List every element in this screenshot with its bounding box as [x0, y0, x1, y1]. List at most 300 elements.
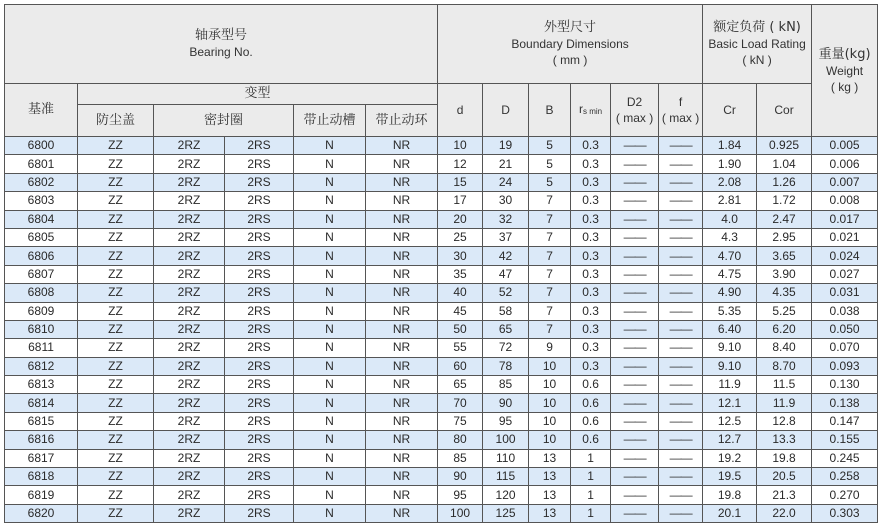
cell-f: —— — [659, 376, 703, 394]
cell-n: N — [294, 394, 366, 412]
snap-groove-header: 带止动槽 — [294, 105, 366, 137]
cell-Cr: 4.0 — [703, 210, 757, 228]
cell-Cr: 9.10 — [703, 357, 757, 375]
rs-sub-label: s min — [583, 106, 603, 116]
cell-zz: ZZ — [78, 173, 154, 191]
cell-rs: 0.3 — [571, 357, 611, 375]
cell-n: N — [294, 284, 366, 302]
cell-n: N — [294, 155, 366, 173]
rs-min-header — [571, 84, 611, 137]
cell-nr: NR — [366, 284, 438, 302]
cell-rs2: 2RS — [225, 302, 294, 320]
cell-f: —— — [659, 504, 703, 522]
bearing-no-header — [5, 5, 438, 84]
table-row — [5, 228, 878, 246]
cell-n: N — [294, 504, 366, 522]
cell-n: N — [294, 265, 366, 283]
cell-D: 78 — [483, 357, 529, 375]
cell-D: 32 — [483, 210, 529, 228]
cell-Cor: 13.3 — [757, 431, 812, 449]
cell-d: 90 — [438, 468, 483, 486]
cell-Cr: 1.90 — [703, 155, 757, 173]
cell-d: 40 — [438, 284, 483, 302]
cell-rs: 0.6 — [571, 376, 611, 394]
cell-B: 10 — [529, 394, 571, 412]
cell-D2: —— — [611, 247, 659, 265]
cell-weight: 0.130 — [812, 376, 878, 394]
snap-ring-header: 带止动环 — [366, 105, 438, 137]
outer-d-header: D — [483, 84, 529, 137]
cell-rz: 2RZ — [154, 339, 225, 357]
cell-n: N — [294, 339, 366, 357]
load-rating-header — [703, 5, 812, 84]
d2-label: D2 — [626, 95, 643, 109]
cell-d: 15 — [438, 173, 483, 191]
cell-Cor: 2.47 — [757, 210, 812, 228]
cell-nr: NR — [366, 412, 438, 430]
cell-D2: —— — [611, 504, 659, 522]
cell-f: —— — [659, 339, 703, 357]
cell-D: 42 — [483, 247, 529, 265]
cell-Cr: 4.75 — [703, 265, 757, 283]
cell-Cr: 12.7 — [703, 431, 757, 449]
cell-Cor: 8.40 — [757, 339, 812, 357]
cell-B: 13 — [529, 449, 571, 467]
cell-d: 80 — [438, 431, 483, 449]
shield-header: 防尘盖 — [78, 105, 154, 137]
cell-Cr: 1.84 — [703, 137, 757, 155]
cor-header: Cor — [757, 84, 812, 137]
cell-rs: 0.3 — [571, 137, 611, 155]
cell-f: —— — [659, 302, 703, 320]
cell-D: 65 — [483, 320, 529, 338]
cell-zz: ZZ — [78, 394, 154, 412]
cell-rs: 0.6 — [571, 394, 611, 412]
cell-weight: 0.155 — [812, 431, 878, 449]
b-header: B — [529, 84, 571, 137]
cell-D: 125 — [483, 504, 529, 522]
cell-Cr: 6.40 — [703, 320, 757, 338]
cell-nr: NR — [366, 265, 438, 283]
cell-weight: 0.303 — [812, 504, 878, 522]
cell-nr: NR — [366, 431, 438, 449]
cell-nr: NR — [366, 137, 438, 155]
cell-d: 20 — [438, 210, 483, 228]
cell-d: 70 — [438, 394, 483, 412]
cell-zz: ZZ — [78, 155, 154, 173]
cell-nr: NR — [366, 376, 438, 394]
cell-rs: 0.3 — [571, 210, 611, 228]
cell-Cr: 12.5 — [703, 412, 757, 430]
cell-D2: —— — [611, 468, 659, 486]
table-row — [5, 412, 878, 430]
cell-weight: 0.138 — [812, 394, 878, 412]
cell-f: —— — [659, 284, 703, 302]
cell-rz: 2RZ — [154, 155, 225, 173]
cell-basic: 6802 — [5, 173, 78, 191]
table-row — [5, 210, 878, 228]
cell-d: 45 — [438, 302, 483, 320]
cell-Cor: 1.04 — [757, 155, 812, 173]
cell-Cor: 1.26 — [757, 173, 812, 191]
cell-rz: 2RZ — [154, 284, 225, 302]
cell-Cor: 20.5 — [757, 468, 812, 486]
cell-weight: 0.147 — [812, 412, 878, 430]
cell-f: —— — [659, 412, 703, 430]
cell-Cr: 12.1 — [703, 394, 757, 412]
cell-f: —— — [659, 265, 703, 283]
cell-n: N — [294, 137, 366, 155]
cell-nr: NR — [366, 504, 438, 522]
cell-B: 13 — [529, 504, 571, 522]
cell-rs: 1 — [571, 468, 611, 486]
cell-nr: NR — [366, 155, 438, 173]
cell-B: 5 — [529, 155, 571, 173]
cell-n: N — [294, 320, 366, 338]
cell-weight: 0.006 — [812, 155, 878, 173]
cell-weight: 0.021 — [812, 228, 878, 246]
cell-rz: 2RZ — [154, 486, 225, 504]
cell-rs: 0.3 — [571, 247, 611, 265]
table-row — [5, 284, 878, 302]
cell-rs: 0.6 — [571, 431, 611, 449]
cell-weight: 0.008 — [812, 192, 878, 210]
cell-d: 12 — [438, 155, 483, 173]
cell-f: —— — [659, 320, 703, 338]
cell-f: —— — [659, 431, 703, 449]
cell-zz: ZZ — [78, 339, 154, 357]
cell-rs2: 2RS — [225, 394, 294, 412]
cell-weight: 0.050 — [812, 320, 878, 338]
cell-D: 47 — [483, 265, 529, 283]
table-row — [5, 137, 878, 155]
cell-basic: 6810 — [5, 320, 78, 338]
cell-zz: ZZ — [78, 376, 154, 394]
cell-d: 10 — [438, 137, 483, 155]
cell-d: 50 — [438, 320, 483, 338]
cell-zz: ZZ — [78, 357, 154, 375]
cell-rs2: 2RS — [225, 339, 294, 357]
cell-weight: 0.038 — [812, 302, 878, 320]
cell-B: 7 — [529, 265, 571, 283]
cell-rs: 0.3 — [571, 302, 611, 320]
table-row — [5, 192, 878, 210]
cell-basic: 6804 — [5, 210, 78, 228]
cell-D: 30 — [483, 192, 529, 210]
cell-D: 120 — [483, 486, 529, 504]
cell-B: 7 — [529, 284, 571, 302]
cell-zz: ZZ — [78, 137, 154, 155]
cell-B: 13 — [529, 486, 571, 504]
cell-d: 55 — [438, 339, 483, 357]
f-header — [659, 84, 703, 137]
cell-rs: 0.3 — [571, 192, 611, 210]
cell-nr: NR — [366, 247, 438, 265]
cell-basic: 6809 — [5, 302, 78, 320]
cell-D2: —— — [611, 357, 659, 375]
cell-rs2: 2RS — [225, 376, 294, 394]
cell-rz: 2RZ — [154, 357, 225, 375]
table-row — [5, 247, 878, 265]
cell-rs: 0.3 — [571, 265, 611, 283]
cell-D2: —— — [611, 302, 659, 320]
cell-D2: —— — [611, 192, 659, 210]
cell-rs2: 2RS — [225, 265, 294, 283]
cell-rs2: 2RS — [225, 412, 294, 430]
table-row — [5, 504, 878, 522]
cell-basic: 6807 — [5, 265, 78, 283]
cell-rs: 0.3 — [571, 284, 611, 302]
bearing-spec-sheet — [4, 4, 878, 523]
cell-D2: —— — [611, 412, 659, 430]
cell-weight: 0.270 — [812, 486, 878, 504]
cell-D2: —— — [611, 339, 659, 357]
cell-rs2: 2RS — [225, 192, 294, 210]
cell-B: 7 — [529, 228, 571, 246]
cell-rz: 2RZ — [154, 173, 225, 191]
dims-en: Boundary Dimensions — [511, 37, 629, 51]
cell-zz: ZZ — [78, 468, 154, 486]
cell-D2: —— — [611, 394, 659, 412]
cell-B: 10 — [529, 357, 571, 375]
cell-n: N — [294, 431, 366, 449]
cell-Cor: 1.72 — [757, 192, 812, 210]
bearing-no-cn: 轴承型号 — [195, 28, 248, 43]
cell-D: 58 — [483, 302, 529, 320]
cell-rs: 0.3 — [571, 228, 611, 246]
cell-D2: —— — [611, 173, 659, 191]
cell-nr: NR — [366, 339, 438, 357]
cell-weight: 0.027 — [812, 265, 878, 283]
cell-zz: ZZ — [78, 265, 154, 283]
table-row — [5, 449, 878, 467]
cell-Cor: 12.8 — [757, 412, 812, 430]
cell-Cor: 19.8 — [757, 449, 812, 467]
cell-D2: —— — [611, 228, 659, 246]
cell-Cor: 11.5 — [757, 376, 812, 394]
cell-rz: 2RZ — [154, 265, 225, 283]
f-label: f — [678, 95, 683, 109]
cell-Cr: 2.08 — [703, 173, 757, 191]
cell-n: N — [294, 210, 366, 228]
cell-d: 100 — [438, 504, 483, 522]
cell-rz: 2RZ — [154, 468, 225, 486]
cell-d: 30 — [438, 247, 483, 265]
cell-n: N — [294, 486, 366, 504]
cell-B: 10 — [529, 431, 571, 449]
cell-n: N — [294, 468, 366, 486]
cell-zz: ZZ — [78, 504, 154, 522]
cell-rs2: 2RS — [225, 173, 294, 191]
table-row — [5, 357, 878, 375]
cell-d: 60 — [438, 357, 483, 375]
cell-rs2: 2RS — [225, 449, 294, 467]
cell-B: 7 — [529, 302, 571, 320]
cell-Cor: 4.35 — [757, 284, 812, 302]
cell-rs2: 2RS — [225, 228, 294, 246]
cell-rs2: 2RS — [225, 486, 294, 504]
weight-cn: 重量(kg) — [818, 46, 871, 62]
cell-rs: 0.3 — [571, 320, 611, 338]
cell-zz: ZZ — [78, 486, 154, 504]
cell-D2: —— — [611, 284, 659, 302]
cell-Cr: 20.1 — [703, 504, 757, 522]
cell-rs: 1 — [571, 449, 611, 467]
cell-Cor: 6.20 — [757, 320, 812, 338]
cell-rs2: 2RS — [225, 357, 294, 375]
cell-rs2: 2RS — [225, 284, 294, 302]
cell-Cr: 2.81 — [703, 192, 757, 210]
cell-D: 24 — [483, 173, 529, 191]
cell-zz: ZZ — [78, 284, 154, 302]
cell-n: N — [294, 376, 366, 394]
cell-weight: 0.245 — [812, 449, 878, 467]
cell-f: —— — [659, 137, 703, 155]
cell-rz: 2RZ — [154, 192, 225, 210]
cell-f: —— — [659, 155, 703, 173]
cell-f: —— — [659, 173, 703, 191]
table-row — [5, 302, 878, 320]
cell-D: 100 — [483, 431, 529, 449]
cell-rz: 2RZ — [154, 504, 225, 522]
cell-rz: 2RZ — [154, 302, 225, 320]
cell-Cr: 11.9 — [703, 376, 757, 394]
cell-D2: —— — [611, 210, 659, 228]
cell-f: —— — [659, 228, 703, 246]
cell-f: —— — [659, 247, 703, 265]
cell-rz: 2RZ — [154, 137, 225, 155]
cell-nr: NR — [366, 210, 438, 228]
cell-D2: —— — [611, 431, 659, 449]
cell-D: 110 — [483, 449, 529, 467]
cell-Cor: 3.65 — [757, 247, 812, 265]
cell-d: 35 — [438, 265, 483, 283]
cell-D2: —— — [611, 376, 659, 394]
cell-Cor: 0.925 — [757, 137, 812, 155]
weight-header — [812, 5, 878, 137]
cell-D: 95 — [483, 412, 529, 430]
basic-header: 基准 — [5, 84, 78, 137]
dims-cn: 外型尺寸 — [544, 20, 597, 35]
cell-D: 90 — [483, 394, 529, 412]
cell-basic: 6817 — [5, 449, 78, 467]
cell-weight: 0.258 — [812, 468, 878, 486]
cell-D: 52 — [483, 284, 529, 302]
cell-weight: 0.005 — [812, 137, 878, 155]
cell-nr: NR — [366, 468, 438, 486]
table-row — [5, 431, 878, 449]
cell-f: —— — [659, 468, 703, 486]
cell-Cor: 21.3 — [757, 486, 812, 504]
cell-basic: 6812 — [5, 357, 78, 375]
cell-d: 65 — [438, 376, 483, 394]
cell-D2: —— — [611, 320, 659, 338]
cell-nr: NR — [366, 192, 438, 210]
table-row — [5, 155, 878, 173]
cell-B: 5 — [529, 173, 571, 191]
cell-rz: 2RZ — [154, 431, 225, 449]
cell-basic: 6808 — [5, 284, 78, 302]
table-row — [5, 265, 878, 283]
table-row — [5, 468, 878, 486]
cell-D: 21 — [483, 155, 529, 173]
seal-header: 密封圈 — [154, 105, 294, 137]
cell-zz: ZZ — [78, 210, 154, 228]
cell-Cr: 4.90 — [703, 284, 757, 302]
cell-f: —— — [659, 357, 703, 375]
cell-basic: 6815 — [5, 412, 78, 430]
cell-n: N — [294, 228, 366, 246]
cell-Cor: 8.70 — [757, 357, 812, 375]
cell-B: 7 — [529, 210, 571, 228]
cell-weight: 0.024 — [812, 247, 878, 265]
load-en: Basic Load Rating — [708, 37, 806, 51]
cell-B: 7 — [529, 192, 571, 210]
cell-nr: NR — [366, 173, 438, 191]
cell-n: N — [294, 247, 366, 265]
cell-Cr: 19.2 — [703, 449, 757, 467]
cell-zz: ZZ — [78, 412, 154, 430]
cell-basic: 6803 — [5, 192, 78, 210]
cell-nr: NR — [366, 394, 438, 412]
cell-Cr: 5.35 — [703, 302, 757, 320]
f-unit: ( max ) — [661, 111, 700, 125]
cell-basic: 6806 — [5, 247, 78, 265]
cell-weight: 0.017 — [812, 210, 878, 228]
cell-nr: NR — [366, 320, 438, 338]
load-unit: ( kN ) — [742, 53, 772, 67]
cell-f: —— — [659, 486, 703, 504]
rs-label: r — [579, 101, 583, 116]
cell-Cor: 3.90 — [757, 265, 812, 283]
cell-f: —— — [659, 192, 703, 210]
cell-B: 13 — [529, 468, 571, 486]
cell-rs2: 2RS — [225, 155, 294, 173]
cell-n: N — [294, 357, 366, 375]
cell-zz: ZZ — [78, 431, 154, 449]
cell-zz: ZZ — [78, 247, 154, 265]
cell-rs2: 2RS — [225, 431, 294, 449]
cell-rz: 2RZ — [154, 210, 225, 228]
cell-basic: 6816 — [5, 431, 78, 449]
cell-weight: 0.093 — [812, 357, 878, 375]
cell-rz: 2RZ — [154, 449, 225, 467]
cell-B: 10 — [529, 376, 571, 394]
cell-D2: —— — [611, 265, 659, 283]
cell-nr: NR — [366, 486, 438, 504]
cell-basic: 6811 — [5, 339, 78, 357]
cell-rs: 1 — [571, 504, 611, 522]
cell-rs2: 2RS — [225, 210, 294, 228]
cell-B: 5 — [529, 137, 571, 155]
cell-D: 115 — [483, 468, 529, 486]
cell-B: 9 — [529, 339, 571, 357]
cell-Cor: 2.95 — [757, 228, 812, 246]
cell-Cr: 19.8 — [703, 486, 757, 504]
variant-header: 变型 — [78, 84, 438, 105]
cell-B: 7 — [529, 247, 571, 265]
cell-n: N — [294, 192, 366, 210]
cell-D2: —— — [611, 155, 659, 173]
load-cn: 额定负荷 ( kN) — [713, 20, 801, 35]
table-row — [5, 376, 878, 394]
cell-n: N — [294, 412, 366, 430]
table-row — [5, 394, 878, 412]
cell-D2: —— — [611, 137, 659, 155]
cell-rz: 2RZ — [154, 320, 225, 338]
cell-rz: 2RZ — [154, 394, 225, 412]
cell-rz: 2RZ — [154, 247, 225, 265]
